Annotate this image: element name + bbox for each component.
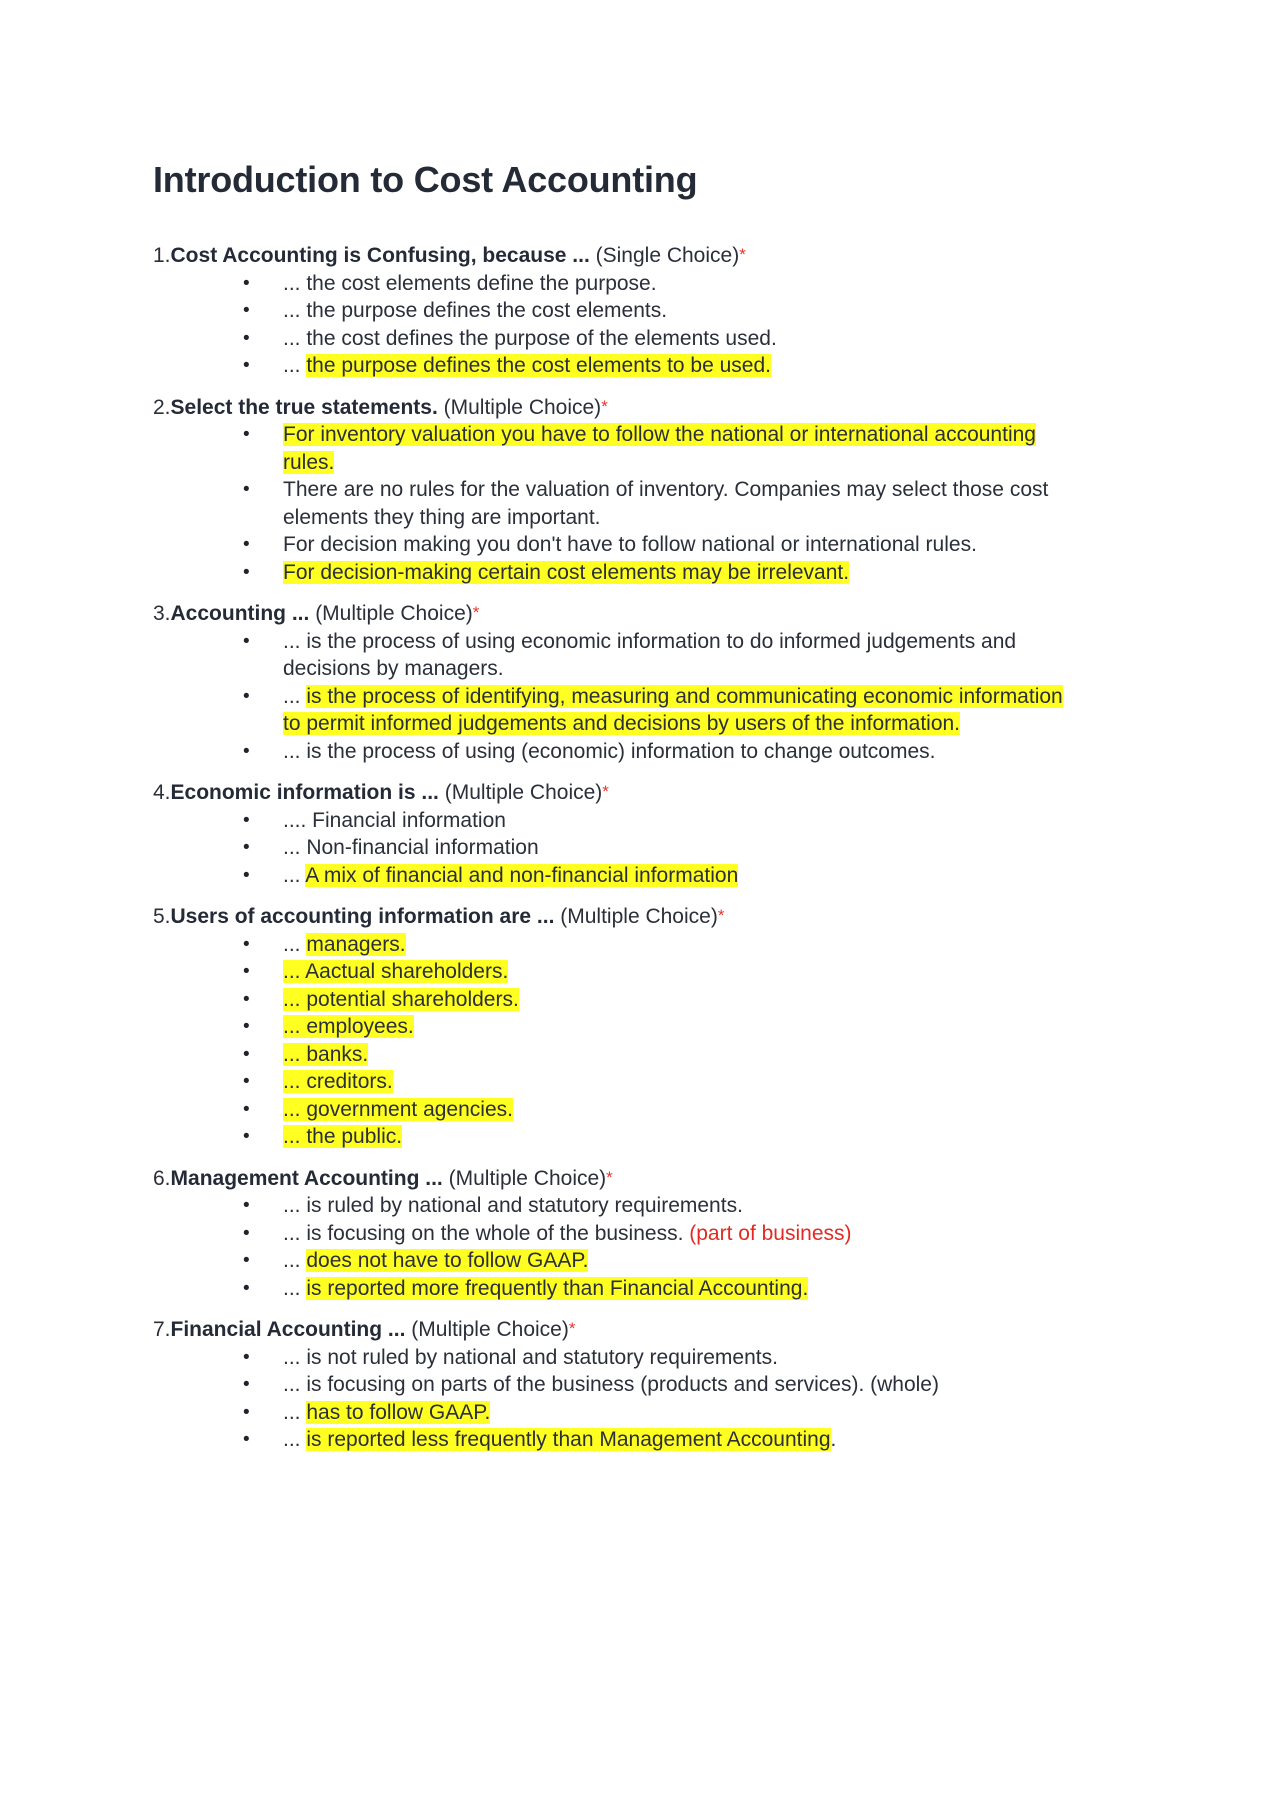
question-number: 5. (153, 905, 171, 928)
answer-option (153, 421, 1083, 476)
bullet-icon: • (243, 864, 250, 886)
option-note: (part of business) (689, 1221, 852, 1245)
option-text-highlighted: ... the public. (283, 1125, 403, 1148)
answer-option (153, 738, 1083, 766)
option-text: ... (283, 354, 307, 377)
bullet-icon: • (243, 1374, 250, 1395)
question-heading (153, 779, 1153, 807)
option-text-highlighted: has to follow GAAP. (306, 1400, 491, 1424)
question-text: Economic information is ... (170, 781, 439, 804)
required-marker: * (601, 396, 608, 416)
option-text-highlighted: For decision-making certain cost elements may be irrelevant. (283, 560, 850, 584)
option-text-highlighted: ... creditors. (283, 1070, 393, 1093)
option-text: ... (283, 932, 307, 956)
question-heading (153, 903, 1153, 931)
option-text: ... (283, 1400, 307, 1424)
option-text: ... the cost elements define the purpose. (283, 271, 657, 295)
answer-option (153, 1247, 1083, 1275)
option-text: . (830, 1428, 837, 1451)
option-text: .... Financial information (283, 808, 506, 832)
answer-option (153, 628, 1083, 683)
question-type: (Multiple Choice) (443, 395, 602, 419)
question-heading (153, 600, 1153, 628)
bullet-icon: • (243, 424, 250, 445)
question-text: Accounting ... (170, 602, 310, 625)
question-heading (153, 1316, 1153, 1344)
answer-option (153, 1399, 1083, 1427)
document-page (153, 158, 1153, 1468)
option-text: ... is not ruled by national and statutory requirements. (283, 1345, 778, 1369)
question-type: (Multiple Choice) (444, 781, 603, 804)
bullet-icon: • (243, 837, 250, 858)
question-block (153, 1165, 1153, 1303)
bullet-icon: • (243, 534, 250, 555)
bullet-icon: • (243, 1126, 250, 1147)
question-number: 4. (153, 781, 171, 804)
question-number: 6. (153, 1166, 171, 1190)
answer-option (153, 1013, 1083, 1041)
bullet-icon: • (243, 1222, 250, 1244)
answer-option (153, 1123, 1083, 1151)
bullet-icon: • (243, 1043, 250, 1065)
answer-option (153, 476, 1083, 531)
question-text: Select the true statements. (170, 395, 438, 419)
bullet-icon: • (243, 300, 250, 321)
required-marker: * (472, 603, 480, 622)
required-marker: * (717, 906, 725, 925)
option-text: ... Non-financial information (283, 836, 539, 859)
bullet-icon: • (243, 740, 250, 762)
option-text-highlighted: ... potential shareholders. (283, 987, 519, 1011)
bullet-icon: • (243, 630, 250, 652)
answer-option (153, 1371, 1083, 1399)
option-text: ... is the process of using economic information to do informed judgements and decisions by managers. (283, 629, 1017, 680)
option-text: ... is focusing on parts of the business (products and services). (whole) (283, 1373, 939, 1396)
question-number: 7. (153, 1318, 171, 1341)
option-text-highlighted: For inventory valuation you have to follow the national or international accounting rules. (283, 423, 1036, 474)
answer-option (153, 834, 1083, 862)
option-text-highlighted: does not have to follow GAAP. (306, 1249, 589, 1272)
question-text: Management Accounting ... (170, 1166, 443, 1190)
option-text-highlighted: is reported more frequently than Financial Accounting. (306, 1276, 809, 1300)
question-heading (153, 1165, 1153, 1193)
option-text-highlighted: ... government agencies. (283, 1097, 513, 1121)
answer-option (153, 270, 1083, 298)
answer-option (153, 986, 1083, 1014)
answer-option (153, 1192, 1083, 1220)
option-text: There are no rules for the valuation of inventory. Companies may select those cost elements they thing are important. (283, 478, 1049, 529)
option-text-highlighted: is the process of identifying, measuring and communicating economic information to permit informed judgements and decisions by users of the information. (283, 684, 1063, 735)
option-text-highlighted: ... Aactual shareholders. (283, 960, 509, 983)
answer-option (153, 1096, 1083, 1124)
required-marker: * (602, 782, 609, 801)
bullet-icon: • (243, 685, 250, 707)
option-list (153, 931, 1153, 1151)
answer-option (153, 1220, 1083, 1248)
bullet-icon: • (243, 1401, 250, 1423)
answer-option (153, 531, 1083, 559)
answer-option (153, 1068, 1083, 1096)
answer-option (153, 683, 1083, 738)
required-marker: * (606, 1167, 613, 1187)
question-block (153, 903, 1153, 1151)
option-text: ... the purpose defines the cost elements. (283, 299, 668, 322)
option-text: ... is focusing on the whole of the business. (283, 1221, 690, 1245)
bullet-icon: • (243, 355, 250, 376)
bullet-icon: • (243, 272, 250, 294)
answer-option (153, 325, 1083, 353)
option-list (153, 807, 1153, 890)
answer-option (153, 352, 1083, 380)
option-list (153, 270, 1153, 380)
bullet-icon: • (243, 1098, 250, 1120)
page-title: Introduction to Cost Accounting (153, 159, 698, 200)
question-block (153, 394, 1153, 587)
answer-option (153, 1275, 1083, 1303)
bullet-icon: • (243, 1016, 250, 1037)
answer-option (153, 1041, 1083, 1069)
question-block (153, 600, 1153, 765)
question-block (153, 242, 1153, 380)
bullet-icon: • (243, 961, 250, 982)
bullet-icon: • (243, 1071, 250, 1092)
option-text: ... (283, 1428, 307, 1451)
question-type: (Multiple Choice) (411, 1318, 569, 1341)
question-type: (Single Choice) (595, 244, 740, 267)
required-marker: * (739, 245, 746, 264)
option-text: ... (283, 1249, 307, 1272)
option-list (153, 421, 1153, 586)
bullet-icon: • (243, 479, 250, 500)
option-text-highlighted: ... employees. (283, 1015, 414, 1038)
question-text: Users of accounting information are ... (170, 905, 555, 928)
question-block (153, 1316, 1153, 1454)
bullet-icon: • (243, 809, 250, 831)
question-text: Cost Accounting is Confusing, because ... (170, 244, 590, 267)
bullet-icon: • (243, 1250, 250, 1271)
option-text-highlighted: A mix of financial and non-financial information (305, 863, 739, 887)
option-text: For decision making you don't have to follow national or international rules. (283, 533, 977, 556)
option-text-highlighted: the purpose defines the cost elements to be used. (306, 354, 771, 377)
option-list (153, 1344, 1153, 1454)
answer-option (153, 862, 1083, 890)
option-text-highlighted: managers. (306, 932, 406, 956)
question-heading (153, 242, 1153, 270)
option-text-highlighted: ... banks. (283, 1042, 369, 1066)
option-list (153, 1192, 1153, 1302)
option-text: ... is ruled by national and statutory requirements. (283, 1194, 743, 1217)
question-list (153, 242, 1153, 1454)
option-text: ... the cost defines the purpose of the elements used. (283, 326, 777, 350)
answer-option (153, 958, 1083, 986)
bullet-icon: • (243, 327, 250, 349)
bullet-icon: • (243, 933, 250, 955)
question-type: (Multiple Choice) (560, 905, 718, 928)
option-text-highlighted: is reported less frequently than Management Accounting (306, 1428, 831, 1451)
question-number: 1. (153, 244, 171, 267)
answer-option (153, 559, 1083, 587)
option-text: ... (283, 684, 307, 708)
bullet-icon: • (243, 1429, 250, 1450)
bullet-icon: • (243, 1277, 250, 1299)
bullet-icon: • (243, 561, 250, 583)
answer-option (153, 931, 1083, 959)
answer-option (153, 807, 1083, 835)
option-list (153, 628, 1153, 766)
question-type: (Multiple Choice) (448, 1166, 607, 1190)
question-type: (Multiple Choice) (315, 602, 473, 625)
option-text: ... is the process of using (economic) information to change outcomes. (283, 739, 936, 763)
bullet-icon: • (243, 988, 250, 1010)
question-block (153, 779, 1153, 889)
answer-option (153, 297, 1083, 325)
bullet-icon: • (243, 1195, 250, 1216)
answer-option (153, 1426, 1083, 1454)
question-text: Financial Accounting ... (170, 1318, 406, 1341)
question-number: 2. (153, 395, 171, 419)
question-number: 3. (153, 602, 171, 625)
answer-option (153, 1344, 1083, 1372)
question-heading (153, 394, 1153, 422)
option-text: ... (283, 1276, 307, 1300)
bullet-icon: • (243, 1346, 250, 1368)
required-marker: * (568, 1319, 576, 1338)
option-text: ... (283, 863, 306, 887)
